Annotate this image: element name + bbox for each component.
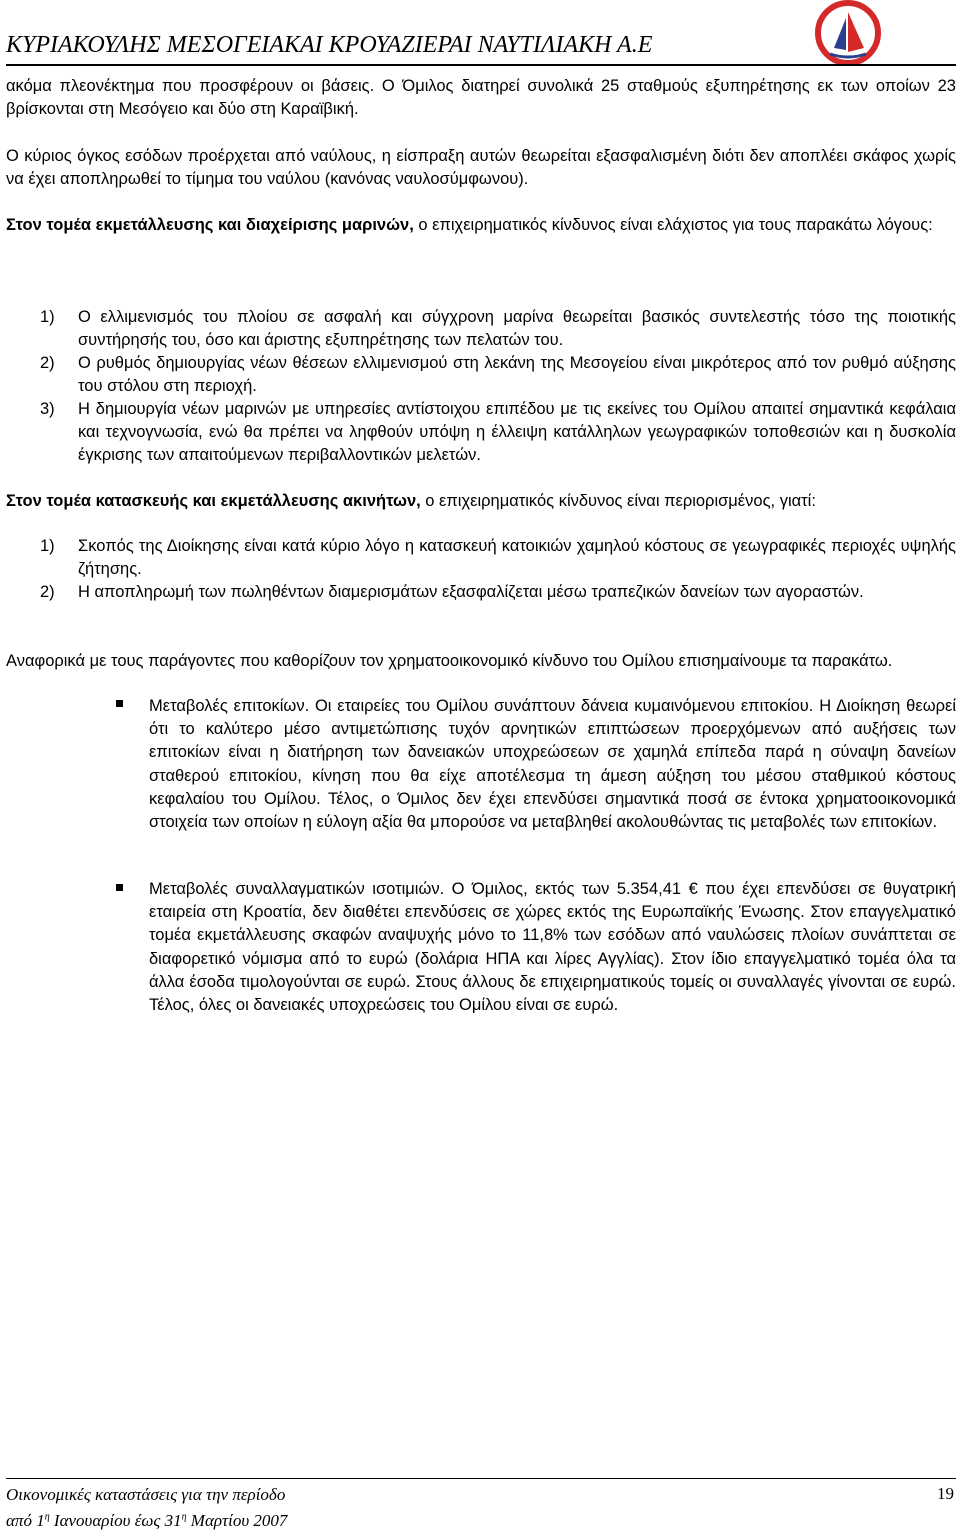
paragraph-financial-risk: Αναφορικά με τους παράγοντες που καθορίζουν τον χρηματοοικονομικό κίνδυνο του Ομίλου επισημαίνουμε τα παρακάτω. <box>6 652 893 670</box>
list1-item-1: Ο ελλιμενισμός του πλοίου σε ασφαλή και σύγχρονη μαρίνα θεωρείται βασικός συντελεστής τόσο της ποιοτικής συντήρησής του, όσο και άριστης εξυπηρέτησης των πελατών του. <box>78 308 956 350</box>
paragraph-marinas-intro <box>6 214 956 237</box>
footer-rule <box>6 1478 956 1479</box>
paragraph-revenue: Ο κύριος όγκος εσόδων προέρχεται από ναύλους, η είσπραξη αυτών θεωρείται εξασφαλισμένη διότι δεν αποπλέει σκάφος χωρίς να έχει αποπληρωθεί το τίμημα του ναύλου (κανόνας ναυλοσύμφωνου). <box>6 147 956 189</box>
list1-item-2: Ο ρυθμός δημιουργίας νέων θέσεων ελλιμενισμού στη λεκάνη της Μεσογείου είναι μικρότερος από τον ρυθμό αύξησης του στόλου στη περιοχή. <box>78 354 956 396</box>
paragraph-stations: ακόμα πλεονέκτημα που προσφέρουν οι βάσεις. Ο Όμιλος διατηρεί συνολικά 25 σταθμούς εξυπηρέτησης εκ των οποίων 23 βρίσκονται στη Μεσόγειο και δύο στη Καραϊβική. <box>6 77 956 119</box>
list2-num-1: 1) <box>40 537 55 555</box>
header-rule <box>6 64 956 66</box>
realestate-heading: Στον τομέα κατασκευής και εκμετάλλευσης ακινήτων, <box>6 492 421 510</box>
list2-num-2: 2) <box>40 583 55 601</box>
list2-item-1: Σκοπός της Διοίκησης είναι κατά κύριο λόγο η κατασκευή κατοικιών χαμηλού κόστους σε γεωγραφικές περιοχές υψηλής ζήτησης. <box>78 537 956 579</box>
marinas-intro-text: ο επιχειρηματικός κίνδυνος είναι ελάχιστος για τους παρακάτω λόγους: <box>413 216 933 234</box>
list1-num-2: 2) <box>40 354 55 372</box>
footer-period-dates: από $1^\eta$ Ιανουαρίου έως $31^\eta$ Μαρτίου 2007 <box>6 1511 288 1530</box>
list1-num-1: 1) <box>40 308 55 326</box>
realestate-intro-text: ο επιχειρηματικός κίνδυνος είναι περιορισμένος, γιατί: <box>420 492 816 510</box>
page-number: 19 <box>937 1484 954 1503</box>
paragraph-realestate-intro <box>6 490 956 513</box>
list2-item-2: Η αποπληρωμή των πωληθέντων διαμερισμάτων εξασφαλίζεται μέσω τραπεζικών δανείων των αγοραστών. <box>78 583 864 601</box>
list1-num-3: 3) <box>40 400 55 418</box>
square-bullet-icon <box>116 884 123 891</box>
bullet-interest-rates: Μεταβολές επιτοκίων. Οι εταιρείες του Ομίλου συνάπτουν δάνεια κυμαινόμενου επιτοκίου. Η Διοίκηση θεωρεί ότι το καλύτερο μέσο αντιμετώπισης τυχόν αρνητικών επιπτώσεων προερχόμενων από αυξήσεις των επιτοκίων είναι η διατήρηση των δανειακών υποχρεώσεων σε χαμηλά επίπεδα παρά η σύναψη δανείων σταθερού επιτοκίου, κίνηση που θα είχε αποτέλεσμα τη άμεση αύξηση του μέσου σταθμικού κόστους κεφαλαίου του Ομίλου. Τέλος, ο Όμιλος δεν έχει επενδύσει σημαντικά ποσά σε έντοκα χρηματοοικονομικά στοιχεία των οποίων η εύλογη αξία θα μπορούσε να μεταβληθεί ακολουθώντας τις μεταβολές των επιτοκίων. <box>149 697 956 832</box>
bullet-exchange-rates: Μεταβολές συναλλαγματικών ισοτιμιών. Ο Όμιλος, εκτός των 5.354,41 € που έχει επενδύσει σε θυγατρική εταιρεία στη Κροατία, δεν διαθέτει επενδύσεις σε χώρες εκτός της Ευρωπαϊκής Ένωσης. Στον επαγγελματικό τομέα εκμετάλλευσης σκαφών αναψυχής μόνο το 11,8% των εσόδων από ναυλώσεις πλοίων συνάπτεται σε διαφορετικό νόμισμα από το ευρώ (δολάρια ΗΠΑ και λίρες Αγγλίας). Στον ίδιο επαγγελματικό τομέα όλα τα άλλα έσοδα τιμολογούνται σε ευρώ. Στους άλλους δε επιχειρηματικούς τομείς οι συναλλαγές γίνονται σε ευρώ. Τέλος, όλες οι δανειακές υποχρεώσεις του Ομίλου είναι σε ευρώ. <box>149 880 956 1015</box>
square-bullet-icon <box>116 700 123 707</box>
footer-period-label: Οικονομικές καταστάσεις για την περίοδο <box>6 1485 286 1504</box>
company-logo <box>808 0 888 66</box>
list1-item-3: Η δημιουργία νέων μαρινών με υπηρεσίες αντίστοιχου επιπέδου με τις εκείνες του Ομίλου απαιτεί σημαντικά κεφάλαια και τεχνογνωσία, ενώ θα πρέπει να ληφθούν υπόψη η έλλειψη κατάλληλων γεωγραφικών τοποθεσιών και η δυσκολία έγκρισης των απαιτούμενων περιβαλλοντικών μελετών. <box>78 400 956 465</box>
marinas-heading: Στον τομέα εκμετάλλευσης και διαχείρισης μαρινών, <box>6 216 414 234</box>
page-header-title: ΚΥΡΙΑΚΟΥΛΗΣ ΜΕΣΟΓΕΙΑΚΑΙ ΚΡΟΥΑΖΙΕΡΑΙ ΝΑΥΤΙΛΙΑΚΗ Α.Ε <box>6 32 653 58</box>
